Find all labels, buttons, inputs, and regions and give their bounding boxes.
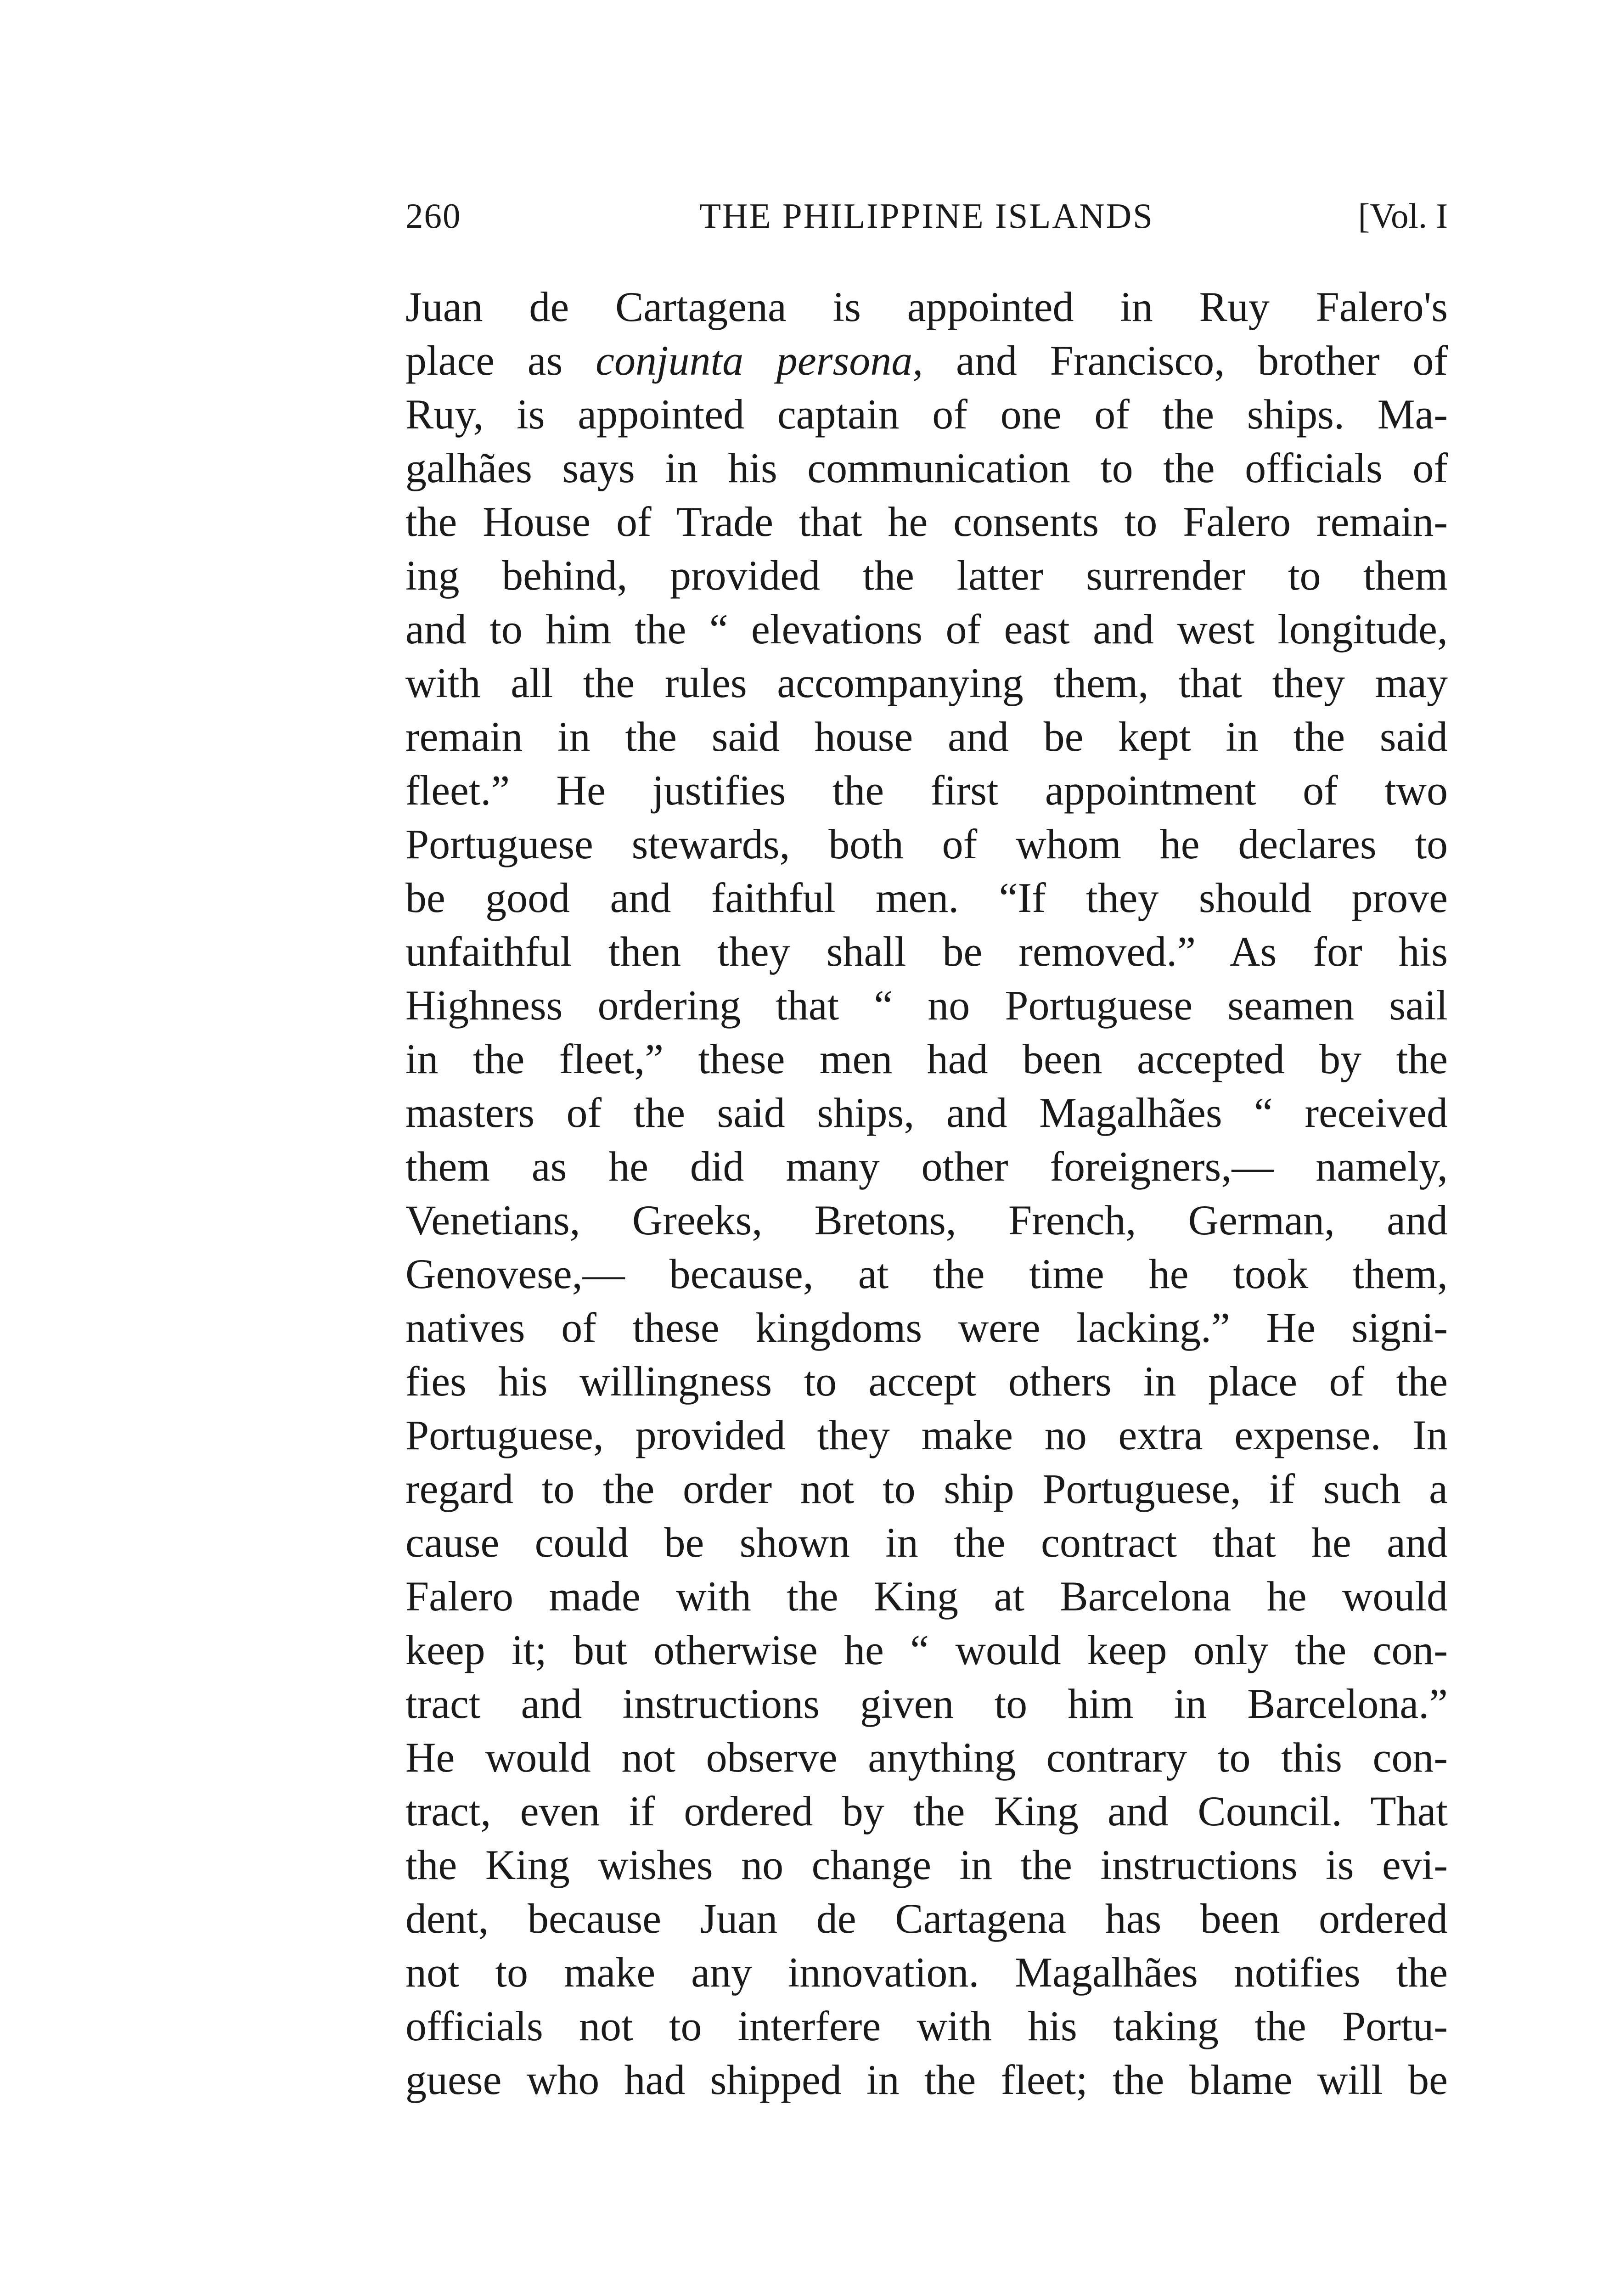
text-line: Highness ordering that “ no Portuguese seamen sail	[405, 982, 1448, 1029]
text-line: be good and faithful men. “If they should prove	[405, 874, 1448, 921]
text-line: guese who had shipped in the fleet; the blame will be	[405, 2056, 1448, 2103]
text-line: galhães says in his communication to the officials of	[405, 445, 1448, 491]
text-line: Juan de Cartagena is appointed in Ruy Falero's	[405, 283, 1448, 330]
volume-label: [Vol. I	[1358, 196, 1448, 236]
text-line: Venetians, Greeks, Bretons, French, German, and	[405, 1197, 1448, 1244]
text-line: Genovese,— because, at the time he took them,	[405, 1250, 1448, 1297]
text-line: in the fleet,” these men had been accepted by the	[405, 1035, 1448, 1082]
text-line: with all the rules accompanying them, that they may	[405, 659, 1448, 706]
body-text	[405, 280, 1448, 2107]
text-line: them as he did many other foreigners,— namely,	[405, 1143, 1448, 1190]
text-line: keep it; but otherwise he “ would keep only the con-	[405, 1626, 1448, 1673]
text-line: masters of the said ships, and Magalhães “ received	[405, 1089, 1448, 1136]
text-line: Portuguese, provided they make no extra expense. In	[405, 1412, 1448, 1458]
text-line: and to him the “ elevations of east and west longitude,	[405, 606, 1448, 653]
text-segment: and Francisco, brother of	[923, 337, 1448, 384]
page-number: 260	[405, 196, 461, 236]
text-line: fies his willingness to accept others in place of the	[405, 1358, 1448, 1405]
text-line: Ruy, is appointed captain of one of the ships. Ma-	[405, 391, 1448, 438]
text-line: the House of Trade that he consents to Falero remain-	[405, 498, 1448, 545]
text-line: natives of these kingdoms were lacking.” He signi-	[405, 1304, 1448, 1351]
text-line: dent, because Juan de Cartagena has been ordered	[405, 1895, 1448, 1942]
text-line: fleet.” He justifies the first appointment of two	[405, 767, 1448, 814]
text-line: officials not to interfere with his taking the Portu-	[405, 2003, 1448, 2049]
text-segment: place as	[405, 337, 596, 384]
text-line: regard to the order not to ship Portuguese, if such a	[405, 1465, 1448, 1512]
text-line: remain in the said house and be kept in the said	[405, 713, 1448, 760]
text-line: Falero made with the King at Barcelona he would	[405, 1573, 1448, 1620]
text-line: tract, even if ordered by the King and Council. That	[405, 1788, 1448, 1835]
italic-phrase: conjunta persona,	[596, 337, 923, 384]
text-line: the King wishes no change in the instructions is evi-	[405, 1841, 1448, 1888]
text-line: tract and instructions given to him in Barcelona.”	[405, 1680, 1448, 1727]
text-line: not to make any innovation. Magalhães notifies the	[405, 1949, 1448, 1996]
text-line: ing behind, provided the latter surrender to them	[405, 552, 1448, 599]
text-line: Portuguese stewards, both of whom he declares to	[405, 821, 1448, 867]
running-head	[405, 191, 1448, 241]
text-line	[405, 334, 1448, 388]
text-line: unfaithful then they shall be removed.” As for his	[405, 928, 1448, 975]
running-title: THE PHILIPPINE ISLANDS	[699, 196, 1154, 236]
text-line: cause could be shown in the contract that he and	[405, 1519, 1448, 1566]
text-line: He would not observe anything contrary to this con-	[405, 1734, 1448, 1781]
